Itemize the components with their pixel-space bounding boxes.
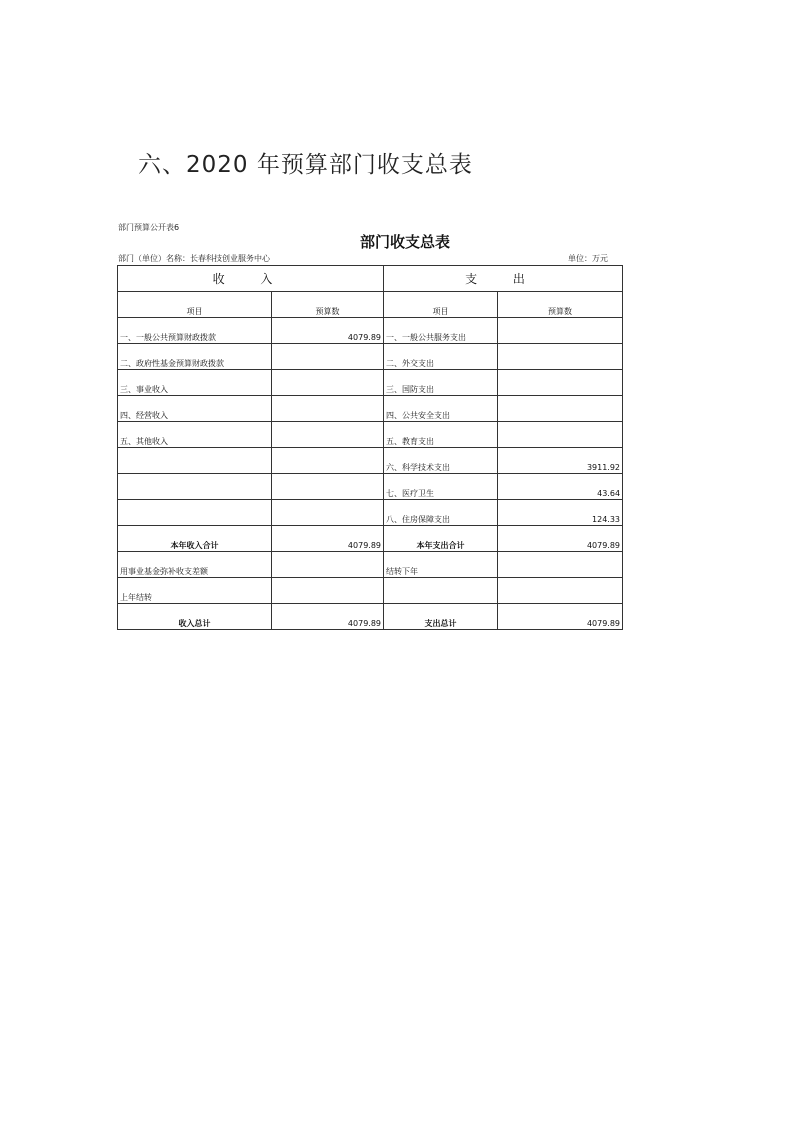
income-amount xyxy=(272,552,384,578)
expense-item: 四、公共安全支出 xyxy=(384,396,498,422)
expense-item xyxy=(384,578,498,604)
expense-section-header: 支 出 xyxy=(384,266,623,292)
income-amount xyxy=(272,500,384,526)
expense-amount xyxy=(498,552,623,578)
income-amount xyxy=(272,448,384,474)
budget-table xyxy=(117,265,623,630)
department-name: 部门（单位）名称：长春科技创业服务中心 xyxy=(118,254,270,263)
table-row xyxy=(118,500,623,526)
income-section-header: 收 入 xyxy=(118,266,384,292)
page-heading: 六、2020 年预算部门收支总表 xyxy=(138,152,473,178)
expense-amount: 3911.92 xyxy=(498,448,623,474)
expense-item: 六、科学技术支出 xyxy=(384,448,498,474)
expense-amount-header: 预算数 xyxy=(498,292,623,318)
income-item: 上年结转 xyxy=(118,578,272,604)
table-row xyxy=(118,422,623,448)
subtotal-row xyxy=(118,526,623,552)
section-header-row xyxy=(118,266,623,292)
income-subtotal-label: 本年收入合计 xyxy=(118,526,272,552)
expense-amount xyxy=(498,344,623,370)
expense-item: 结转下年 xyxy=(384,552,498,578)
expense-amount xyxy=(498,578,623,604)
income-subtotal-amount: 4079.89 xyxy=(272,526,384,552)
unit-label: 单位：万元 xyxy=(568,254,608,263)
form-number: 部门预算公开表6 xyxy=(118,223,180,232)
expense-total-amount: 4079.89 xyxy=(498,604,623,630)
column-header-row xyxy=(118,292,623,318)
income-amount xyxy=(272,344,384,370)
table-row xyxy=(118,396,623,422)
income-amount xyxy=(272,396,384,422)
income-item: 四、经营收入 xyxy=(118,396,272,422)
expense-amount xyxy=(498,422,623,448)
income-item xyxy=(118,500,272,526)
expense-item: 三、国防支出 xyxy=(384,370,498,396)
income-amount: 4079.89 xyxy=(272,318,384,344)
table-title: 部门收支总表 xyxy=(359,233,450,251)
income-amount-header: 预算数 xyxy=(272,292,384,318)
income-total-label: 收入总计 xyxy=(118,604,272,630)
income-item: 三、事业收入 xyxy=(118,370,272,396)
expense-item: 一、一般公共服务支出 xyxy=(384,318,498,344)
income-amount xyxy=(272,578,384,604)
income-item xyxy=(118,448,272,474)
expense-amount: 43.64 xyxy=(498,474,623,500)
table-row xyxy=(118,578,623,604)
table-row xyxy=(118,448,623,474)
income-item-header: 项目 xyxy=(118,292,272,318)
table-row xyxy=(118,370,623,396)
expense-subtotal-amount: 4079.89 xyxy=(498,526,623,552)
expense-amount xyxy=(498,318,623,344)
expense-item-header: 项目 xyxy=(384,292,498,318)
income-amount xyxy=(272,474,384,500)
income-item: 用事业基金弥补收支差额 xyxy=(118,552,272,578)
income-item xyxy=(118,474,272,500)
expense-amount: 124.33 xyxy=(498,500,623,526)
income-amount xyxy=(272,422,384,448)
expense-item: 五、教育支出 xyxy=(384,422,498,448)
expense-item: 七、医疗卫生 xyxy=(384,474,498,500)
income-item: 五、其他收入 xyxy=(118,422,272,448)
total-row xyxy=(118,604,623,630)
expense-amount xyxy=(498,396,623,422)
table-row xyxy=(118,318,623,344)
table-row xyxy=(118,474,623,500)
table-row xyxy=(118,344,623,370)
income-item: 二、政府性基金预算财政拨款 xyxy=(118,344,272,370)
table-row xyxy=(118,552,623,578)
expense-item: 八、住房保障支出 xyxy=(384,500,498,526)
expense-subtotal-label: 本年支出合计 xyxy=(384,526,498,552)
expense-total-label: 支出总计 xyxy=(384,604,498,630)
income-amount xyxy=(272,370,384,396)
expense-item: 二、外交支出 xyxy=(384,344,498,370)
income-total-amount: 4079.89 xyxy=(272,604,384,630)
expense-amount xyxy=(498,370,623,396)
income-item: 一、一般公共预算财政拨款 xyxy=(118,318,272,344)
